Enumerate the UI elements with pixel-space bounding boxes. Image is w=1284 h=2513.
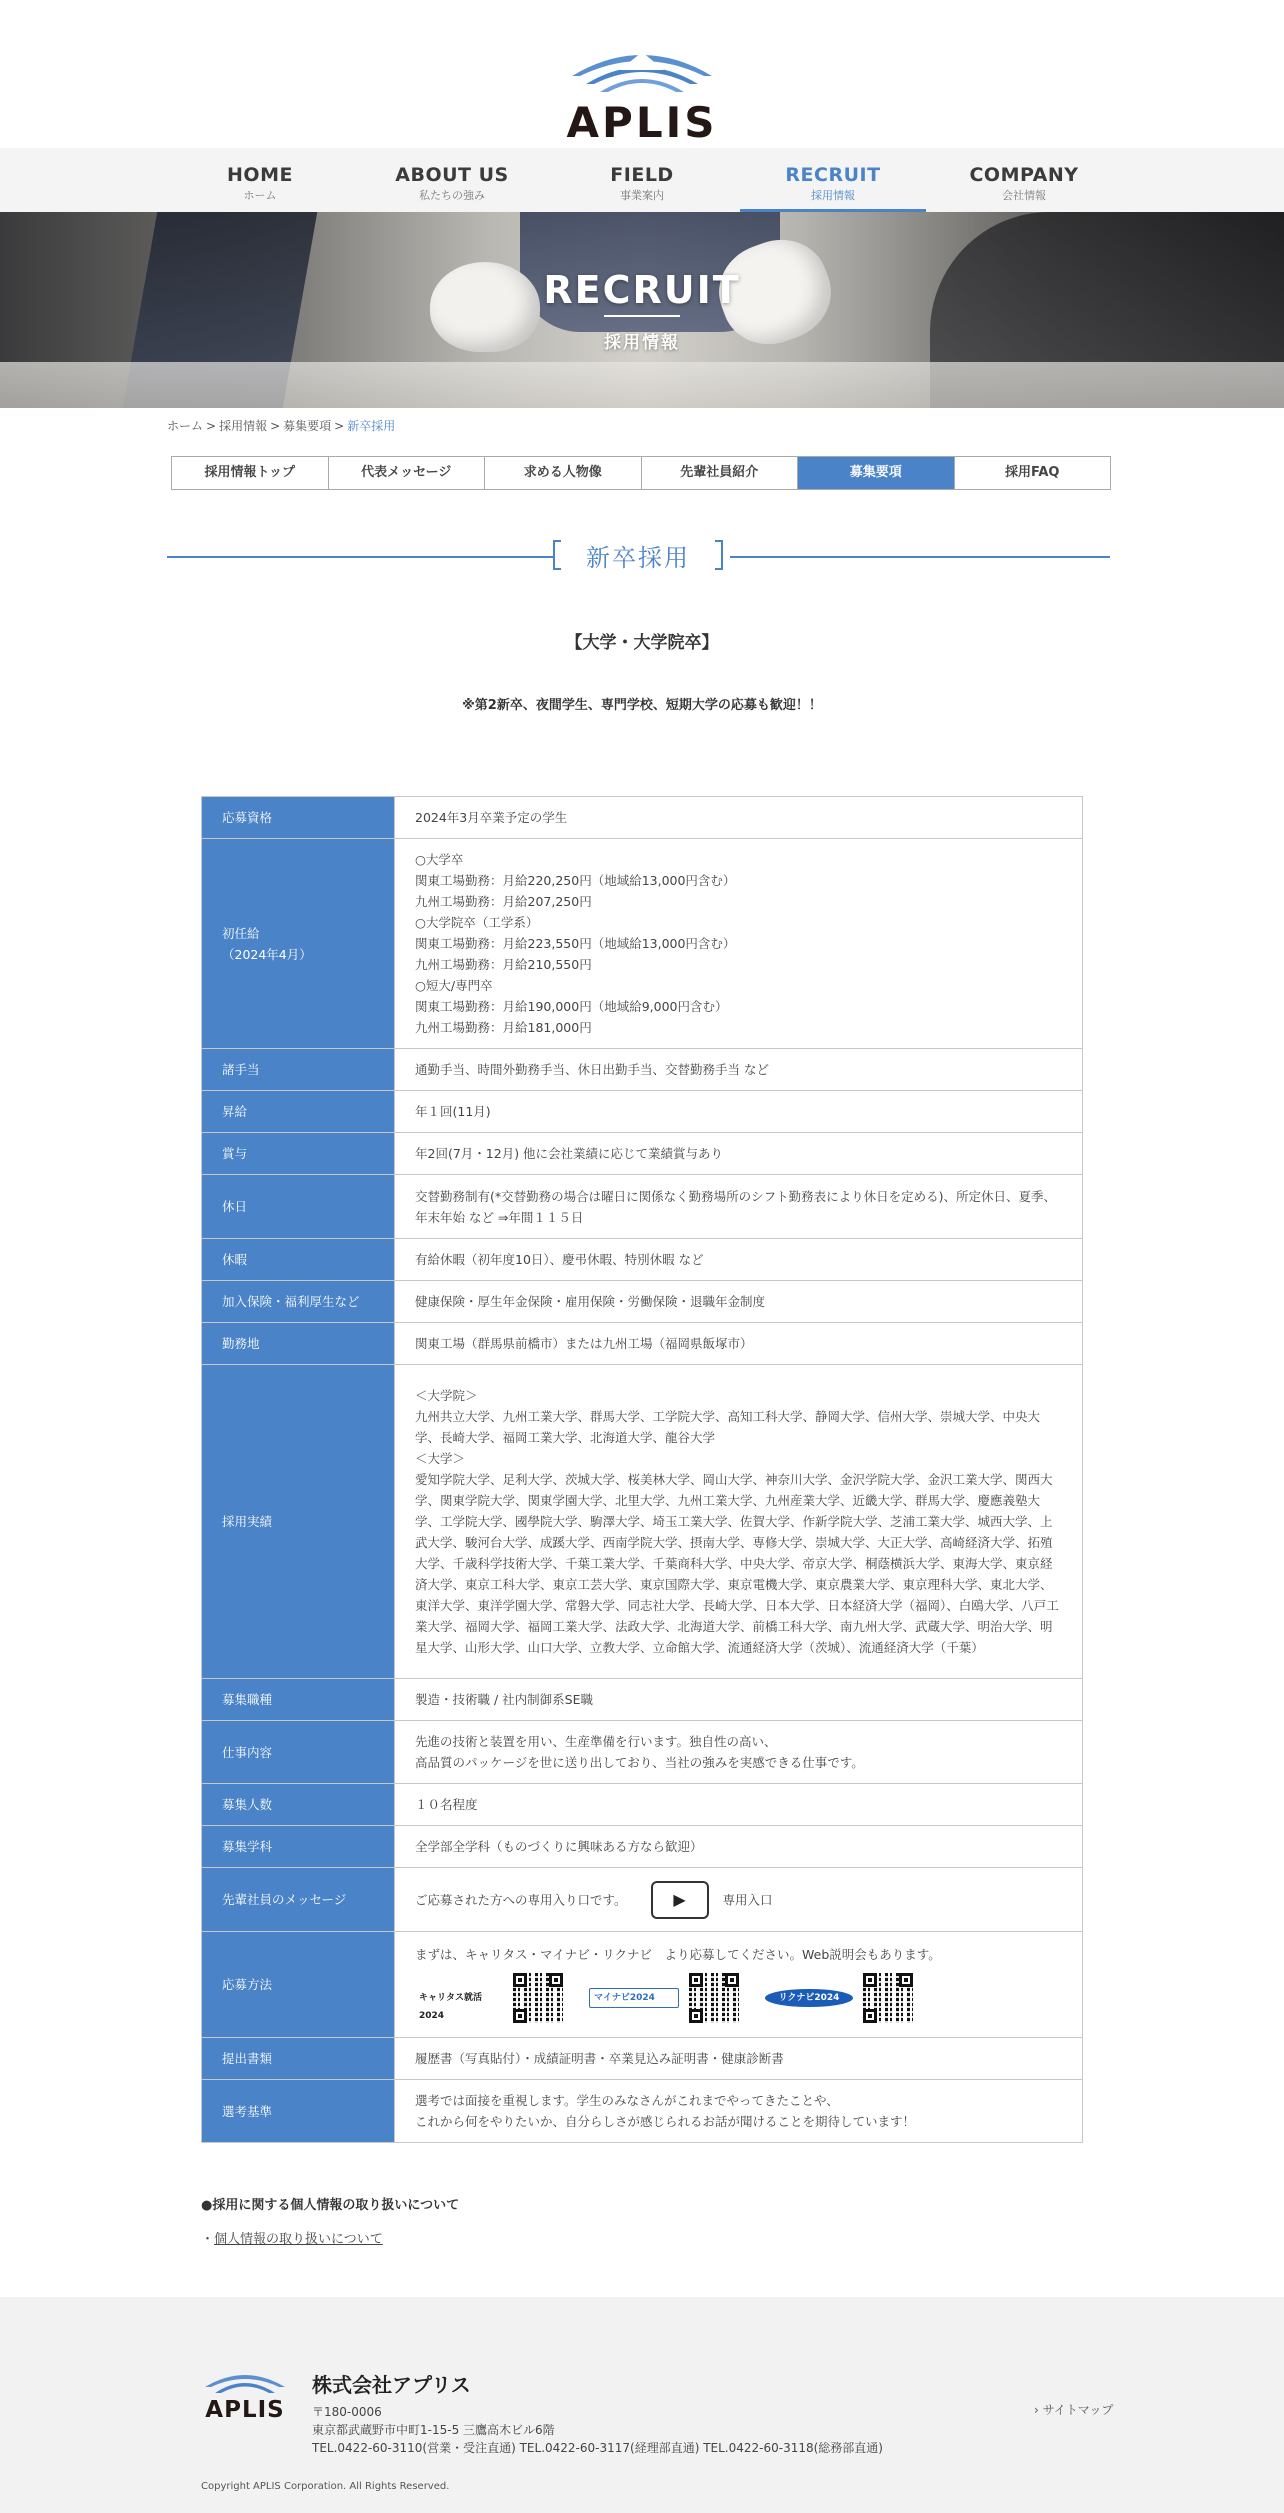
row-value: １０名程度 <box>395 1784 1083 1826</box>
nav-about[interactable] <box>382 148 522 212</box>
qr-code-icon <box>861 1971 915 2025</box>
sitemap-link[interactable] <box>1034 2401 1113 2418</box>
row-label: 先輩社員のメッセージ <box>202 1868 395 1932</box>
table-row <box>202 1091 1083 1133</box>
table-row <box>202 797 1083 839</box>
sitemap-label: サイトマップ <box>1042 2403 1114 2417</box>
row-value: 製造・技術職 / 社内制御系SE職 <box>395 1679 1083 1721</box>
row-label: 募集学科 <box>202 1826 395 1868</box>
row-label: 勤務地 <box>202 1323 395 1365</box>
breadcrumb <box>167 417 395 434</box>
row-value: ○大学卒 関東工場勤務：月給220,250円（地域給13,000円含む） 九州工場勤務：月給207,250円 ○大学院卒（工学系） 関東工場勤務：月給223,550円（地域給13,000円含む） 九州工場勤務：月給210,550円 ○短大/専門卒 関東工場勤務：月給190,000円（地域給9,000円含む） 九州工場勤務：月給181,000円 <box>395 839 1083 1049</box>
hero-photo-shape <box>0 362 1284 408</box>
nav-home[interactable] <box>200 148 320 212</box>
site-logo[interactable] <box>560 40 724 146</box>
subnav-faq[interactable]: 採用FAQ <box>1004 465 1060 480</box>
table-row <box>202 1868 1083 1932</box>
phone-numbers: TEL.0422-60-3110(営業・受注直通) TEL.0422-60-3117(経理部直通) TEL.0422-60-3118(総務部直通) <box>312 2441 883 2455</box>
row-value: 有給休暇（初年度10日）、慶弔休暇、特別休暇 など <box>395 1239 1083 1281</box>
table-row <box>202 1323 1083 1365</box>
nav-about-sublabel: 私たちの強み <box>419 189 485 202</box>
breadcrumb-recruit[interactable]: 採用情報 <box>219 419 268 433</box>
table-row <box>202 1049 1083 1091</box>
copyright: Copyright APLIS Corporation. All Rights Reserved. <box>201 2481 450 2492</box>
media-logos <box>415 1971 1064 2025</box>
table-row <box>202 1679 1083 1721</box>
table-row <box>202 839 1083 1049</box>
apply-text: まずは、キャリタス・マイナビ・リクナビ より応募してください。Web説明会もあります。 <box>415 1947 941 1962</box>
section-title-bracket <box>553 540 561 570</box>
breadcrumb-requirements[interactable]: 募集要項 <box>283 419 332 433</box>
privacy-bullet: ・ <box>201 2232 215 2247</box>
table-row <box>202 1784 1083 1826</box>
row-label: 初任給 （2024年4月） <box>202 839 395 1049</box>
nav-company-sublabel: 会社情報 <box>1002 189 1046 202</box>
nav-field[interactable] <box>582 148 702 212</box>
nav-home-label: HOME <box>227 164 293 186</box>
footer <box>0 2297 1284 2513</box>
nav-recruit-label: RECRUIT <box>785 164 881 186</box>
nav-about-label: ABOUT US <box>395 164 509 186</box>
senior-message-text: ご応募された方への専用入り口です。 <box>415 1892 627 1907</box>
row-label: 仕事内容 <box>202 1721 395 1784</box>
subnav-ideal-candidate[interactable]: 求める人物像 <box>485 457 642 489</box>
row-value: 選考では面接を重視します。学生のみなさんがこれまでやってきたことや、 これから何をやりたいか、自分らしさが感じられるお話が聞けることを期待しています！ <box>395 2080 1083 2143</box>
breadcrumb-current: 新卒採用 <box>347 419 396 433</box>
row-label: 応募方法 <box>202 1932 395 2038</box>
welcome-note: ※第2新卒、夜間学生、専門学校、短期大学の応募も歓迎！！ <box>462 698 822 713</box>
global-nav <box>0 148 1284 212</box>
entry-link[interactable]: 専用入口 <box>722 1892 773 1907</box>
postal-code: 〒180-0006 <box>312 2405 382 2419</box>
row-label: 募集職種 <box>202 1679 395 1721</box>
breadcrumb-separator: > <box>334 419 345 433</box>
row-value: 関東工場（群馬県前橋市）または九州工場（福岡県飯塚市） <box>395 1323 1083 1365</box>
target-heading: 【大学・大学院卒】 <box>565 633 719 653</box>
row-value: 通勤手当、時間外勤務手当、休日出勤手当、交替勤務手当 など <box>395 1049 1083 1091</box>
row-label: 採用実績 <box>202 1365 395 1679</box>
nav-company-label: COMPANY <box>969 164 1079 186</box>
privacy-heading: ●採用に関する個人情報の取り扱いについて <box>201 2198 460 2213</box>
row-label: 賞与 <box>202 1133 395 1175</box>
row-label: 応募資格 <box>202 797 395 839</box>
subnav-requirements[interactable]: 募集要項 <box>798 457 955 489</box>
logo-mountain-icon <box>560 40 724 100</box>
table-row <box>202 1133 1083 1175</box>
caritas-logo[interactable]: キャリタス就活2024 <box>419 1993 483 2021</box>
nav-company[interactable] <box>954 148 1094 212</box>
hero-banner <box>0 212 1284 408</box>
table-row <box>202 1932 1083 2038</box>
qr-code-icon <box>687 1971 741 2025</box>
play-icon[interactable]: ▶ <box>651 1881 709 1919</box>
privacy-link-row <box>201 2228 383 2247</box>
nav-recruit[interactable] <box>740 148 926 212</box>
row-label: 選考基準 <box>202 2080 395 2143</box>
section-title: 新卒採用 <box>586 544 690 572</box>
subnav-recruit-top[interactable]: 採用情報トップ <box>172 457 329 489</box>
table-row <box>202 1281 1083 1323</box>
footer-logo[interactable] <box>201 2367 289 2437</box>
mynavi-logo[interactable]: マイナビ2024 <box>589 1988 679 2008</box>
table-row <box>202 1175 1083 1239</box>
breadcrumb-separator: > <box>270 419 281 433</box>
row-label: 休暇 <box>202 1239 395 1281</box>
table-row <box>202 1826 1083 1868</box>
hero-divider <box>604 315 680 317</box>
subnav-ceo-message[interactable]: 代表メッセージ <box>329 457 486 489</box>
row-value: 健康保険・厚生年金保険・雇用保険・労働保険・退職年金制度 <box>395 1281 1083 1323</box>
row-value: ＜大学院＞ 九州共立大学、九州工業大学、群馬大学、工学院大学、高知工科大学、静岡大学、信州大学、崇城大学、中央大学、長崎大学、福岡工業大学、北海道大学、龍谷大学 ＜大学＞ 愛知学院大学、足利大学、茨城大学、桜美林大学、岡山大学、神奈川大学、金沢学院大学、金沢工業大学、関西大学、関東学院大学、関東学園大学、北里大学、九州工業大学、九州産業大学、近畿大学、群馬大学、慶應義塾大学、工学院大学、國學院大学、駒澤大学、埼玉工業大学、佐賀大学、作新学院大学、芝浦工業大学、城西大学、上武大学、駿河台大学、成蹊大学、西南学院大学、摂南大学、専修大学、崇城大学、大正大学、高崎経済大学、拓殖大学、千歳科学技術大学、千葉工業大学、千葉商科大学、中央大学、帝京大学、桐蔭横浜大学、東海大学、東京経済大学、東京工科大学、東京工芸大学、東京国際大学、東京電機大学、東京農業大学、東京理科大学、東北大学、東洋大学、東洋学園大学、常磐大学、同志社大学、長崎大学、日本大学、日本経済大学（福岡）、白鴎大学、八戸工業大学、福岡大学、福岡工業大学、法政大学、北海道大学、前橋工科大学、南九州大学、武蔵大学、明治大学、明星大学、山形大学、山口大学、立教大学、立命館大学、流通経済大学（茨城）、流通経済大学（千葉） <box>395 1365 1083 1679</box>
breadcrumb-separator: > <box>206 419 217 433</box>
subnav-staff-intro[interactable]: 先輩社員紹介 <box>642 457 799 489</box>
logo-text: APLIS <box>566 98 718 147</box>
address: 東京都武蔵野市中町1-15-5 三鷹高木ビル6階 <box>312 2423 555 2437</box>
table-row <box>202 2038 1083 2080</box>
row-value <box>395 1868 1083 1932</box>
row-value: 履歴書（写真貼付）・成績証明書・卒業見込み証明書・健康診断書 <box>395 2038 1083 2080</box>
row-value: 全学部全学科（ものづくりに興味ある方なら歓迎） <box>395 1826 1083 1868</box>
row-value: 交替勤務制有(*交替勤務の場合は曜日に関係なく勤務場所のシフト勤務表により休日を定める)、所定休日、夏季、年末年始 など ⇒年間１１５日 <box>395 1175 1083 1239</box>
section-title-rule <box>730 556 1110 558</box>
table-row <box>202 1721 1083 1784</box>
hero-subtitle: 採用情報 <box>604 333 680 353</box>
row-value <box>395 1932 1083 2038</box>
section-title-bracket <box>715 540 723 570</box>
table-row <box>202 1365 1083 1679</box>
row-label: 休日 <box>202 1175 395 1239</box>
row-value: 2024年3月卒業予定の学生 <box>395 797 1083 839</box>
row-value: 年１回(11月) <box>395 1091 1083 1133</box>
recruit-subnav <box>171 456 1111 490</box>
logo-mountain-icon <box>201 2367 289 2397</box>
rikunabi-logo[interactable]: リクナビ2024 <box>765 1989 853 2007</box>
row-label: 諸手当 <box>202 1049 395 1091</box>
nav-field-sublabel: 事業案内 <box>620 189 664 202</box>
row-label: 昇給 <box>202 1091 395 1133</box>
nav-recruit-sublabel: 採用情報 <box>811 189 855 202</box>
hero-title: RECRUIT <box>543 268 741 312</box>
privacy-link[interactable]: 個人情報の取り扱いについて <box>214 2232 383 2247</box>
company-name: 株式会社アプリス <box>312 2373 471 2397</box>
nav-home-sublabel: ホーム <box>243 189 277 202</box>
table-row <box>202 1239 1083 1281</box>
row-value: 先進の技術と装置を用い、生産準備を行います。独自性の高い、 高品質のパッケージを世に送り出しており、当社の強みを実感できる仕事です。 <box>395 1721 1083 1784</box>
row-label: 加入保険・福利厚生など <box>202 1281 395 1323</box>
row-label: 提出書類 <box>202 2038 395 2080</box>
nav-field-label: FIELD <box>610 164 674 186</box>
row-value: 年2回(7月・12月) 他に会社業績に応じて業績賞与あり <box>395 1133 1083 1175</box>
qr-code-icon <box>511 1971 565 2025</box>
chevron-right-icon: › <box>1034 2403 1039 2417</box>
table-row <box>202 2080 1083 2143</box>
section-title-rule <box>167 556 553 558</box>
requirements-table <box>201 796 1083 2143</box>
row-label: 募集人数 <box>202 1784 395 1826</box>
breadcrumb-home[interactable]: ホーム <box>167 419 204 433</box>
footer-logo-text: APLIS <box>205 2397 285 2423</box>
